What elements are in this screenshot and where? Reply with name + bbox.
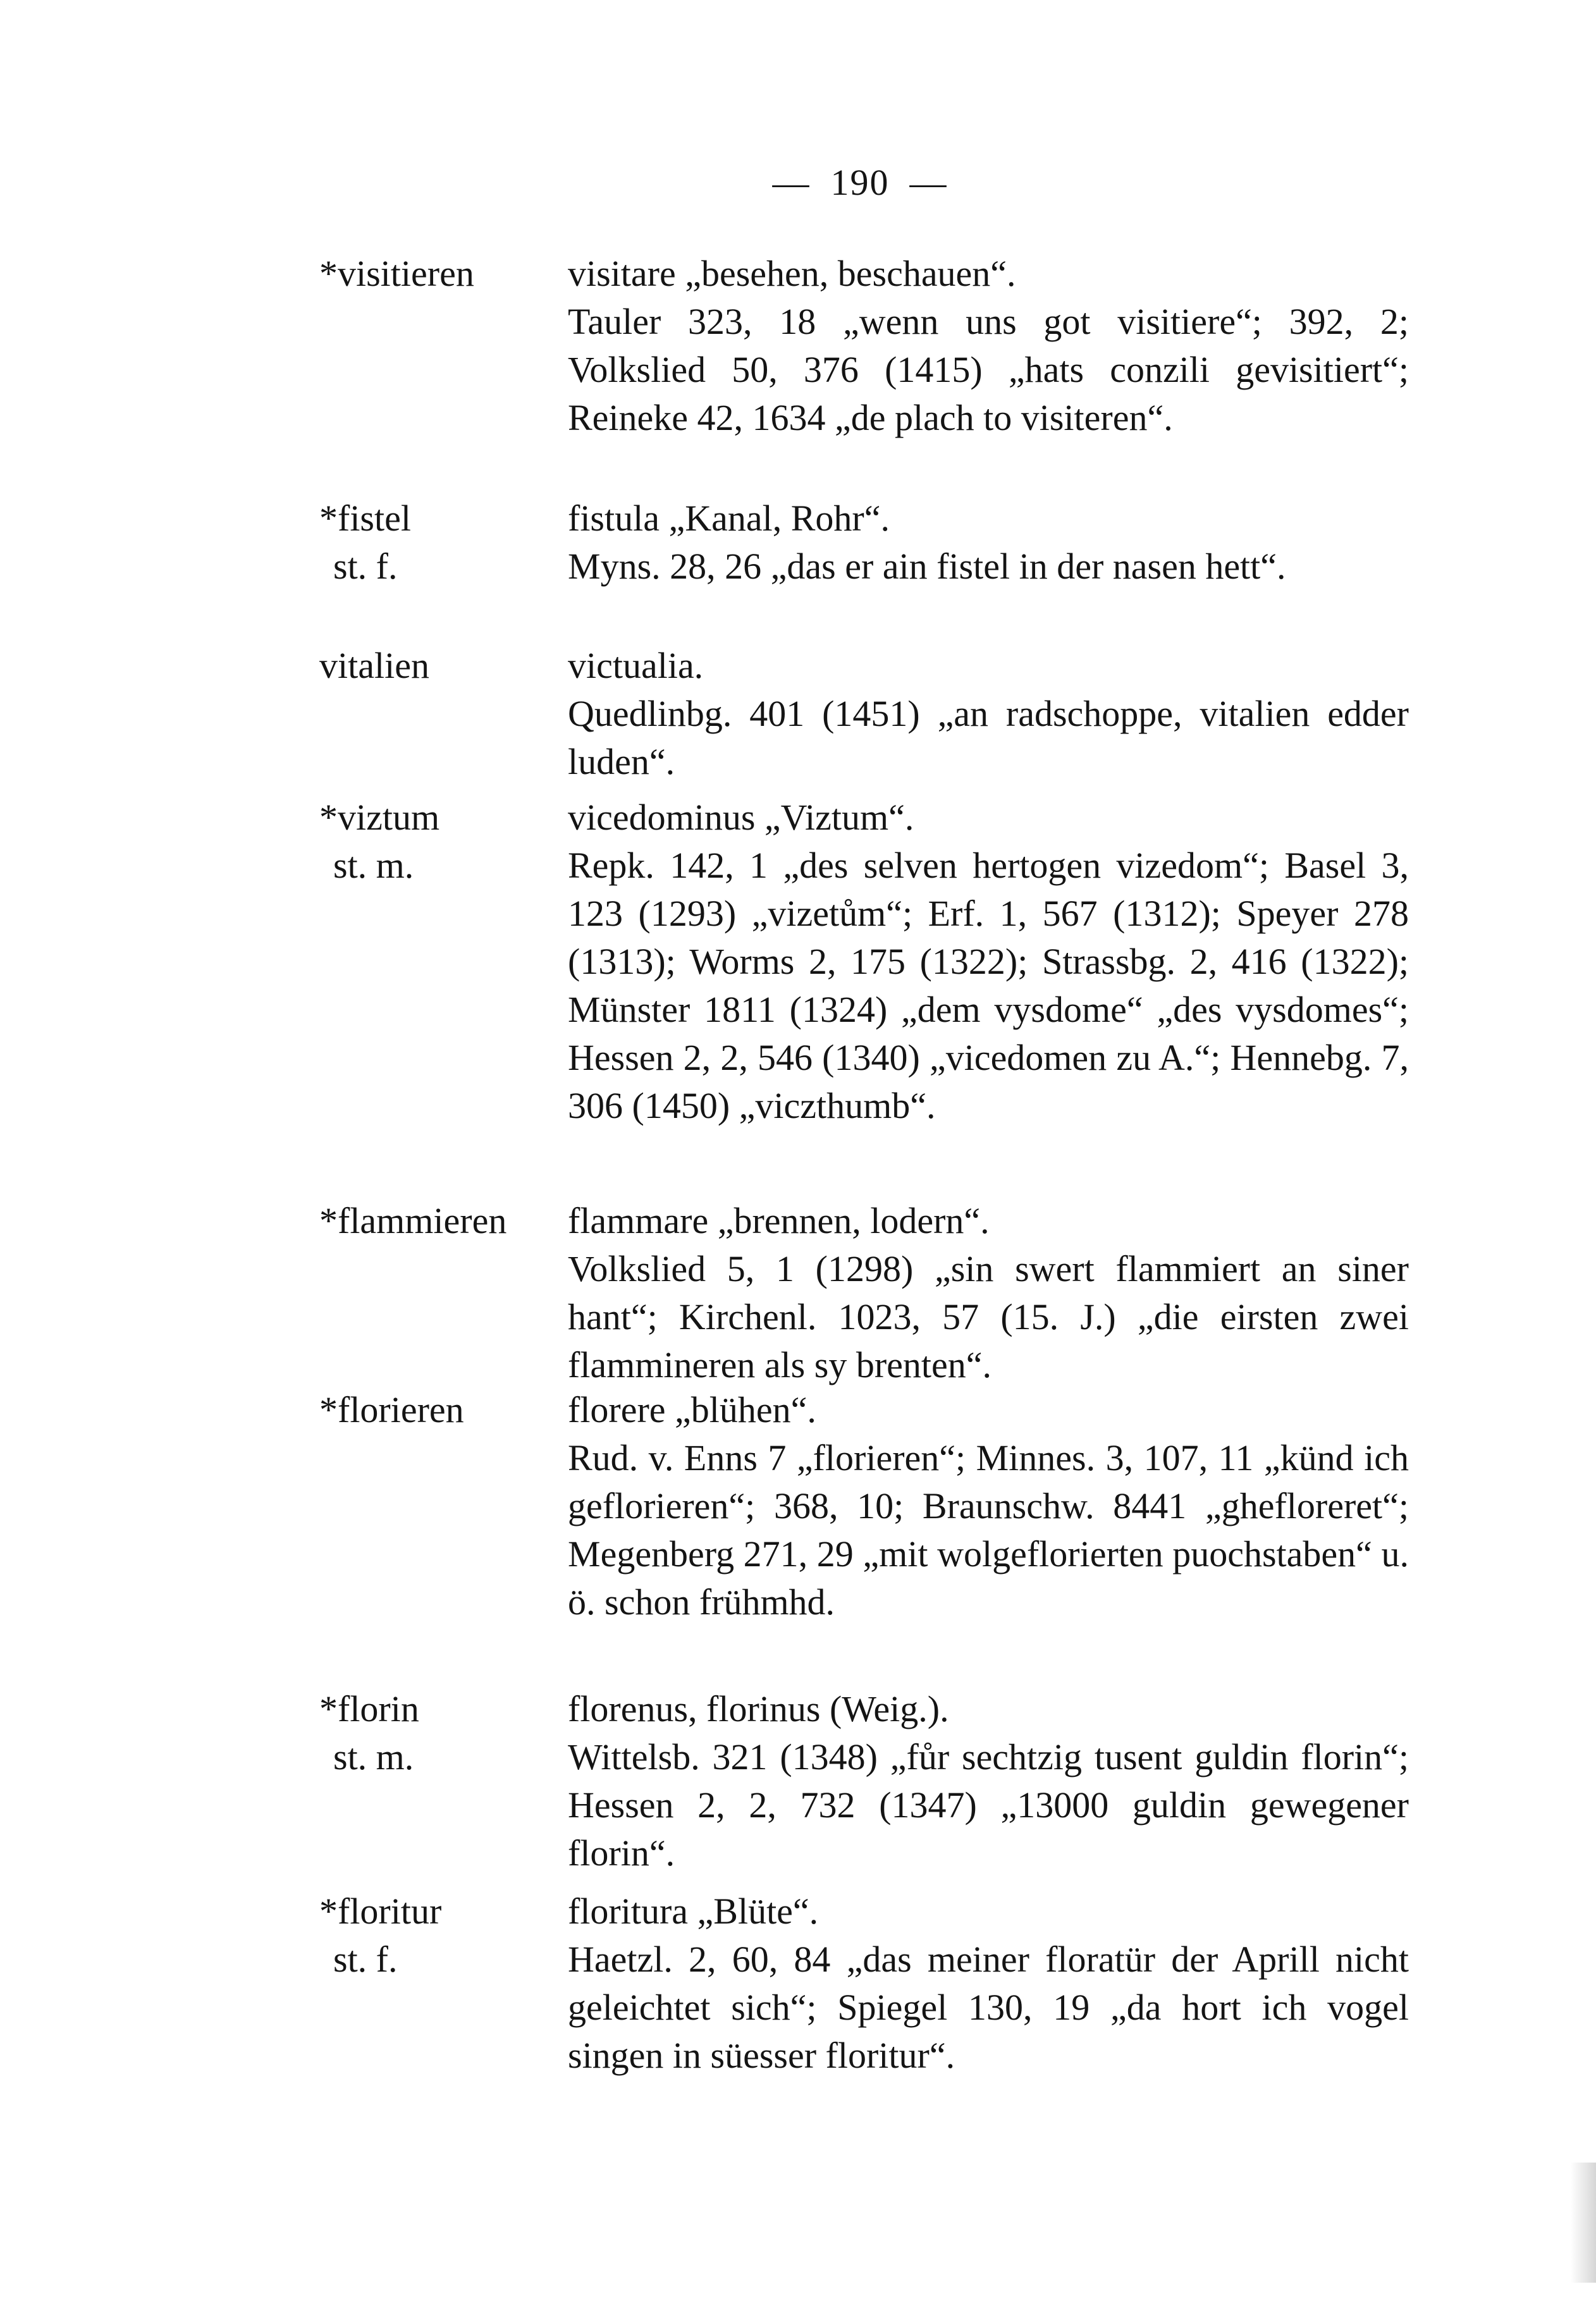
grammatical-info: st. f. (333, 546, 398, 587)
definition-column (568, 250, 1409, 442)
grammatical-info: st. m. (333, 845, 414, 886)
etymology: flammare „brennen, lodern“. (568, 1200, 990, 1241)
lemma: *floritur (319, 1891, 442, 1932)
definition-column (568, 642, 1409, 786)
etymology: florere „blühen“. (568, 1389, 816, 1430)
definition-column (568, 1197, 1409, 1389)
lemma-column (319, 1685, 547, 1781)
definition-column (568, 1386, 1409, 1626)
grammatical-info: st. f. (333, 1939, 398, 1980)
definition-column (568, 1887, 1409, 2080)
lemma-column (319, 1887, 547, 1984)
citations: Wittelsb. 321 (1348) „fůr sechtzig tusent guldin florin“; Hessen 2, 2, 732 (1347) „13000 guldin gewegener florin“. (568, 1736, 1409, 1874)
citations: Tauler 323, 18 „wenn uns got visitiere“; 392, 2; Volkslied 50, 376 (1415) „hats conzili gevisitiert“; Reineke 42, 1634 „de plach to visiteren“. (568, 301, 1409, 438)
page-number-value: 190 (830, 162, 890, 203)
etymology: victualia. (568, 645, 704, 686)
definition-column (568, 794, 1409, 1130)
lemma-column (319, 642, 547, 690)
etymology: florenus, florinus (Weig.). (568, 1688, 949, 1729)
lemma-column (319, 1386, 547, 1434)
lemma: vitalien (319, 645, 429, 686)
citations: Quedlinbg. 401 (1451) „an radschoppe, vitalien edder luden“. (568, 693, 1409, 782)
lemma-column (319, 250, 547, 298)
lemma: *florin (319, 1688, 419, 1729)
header-dash-left: — (772, 162, 811, 203)
etymology: visitare „besehen, beschauen“. (568, 253, 1016, 294)
definition-column (568, 1685, 1409, 1877)
etymology: fistula „Kanal, Rohr“. (568, 498, 890, 539)
lemma-column (319, 794, 547, 890)
citations: Rud. v. Enns 7 „florieren“; Minnes. 3, 107, 11 „künd ich geflorieren“; 368, 10; Braunschw. 8441 „ghefloreret“; Megenberg 271, 29 „mit wolgeflorierten puochstaben“ u. ö. schon frühmhd. (568, 1437, 1409, 1623)
lemma-column (319, 1197, 547, 1245)
citations: Haetzl. 2, 60, 84 „das meiner floratür der Aprill nicht geleichtet sich“; Spiegel 130, 19 „da hort ich vogel singen in süesser floritur“. (568, 1939, 1409, 2076)
lemma-column (319, 494, 547, 591)
grammatical-info: st. m. (333, 1736, 414, 1777)
header-dash-right: — (909, 162, 948, 203)
lemma: *viztum (319, 797, 440, 838)
etymology: vicedominus „Viztum“. (568, 797, 914, 838)
lemma: *visitieren (319, 253, 474, 294)
lemma: *florieren (319, 1389, 464, 1430)
definition-column (568, 494, 1409, 591)
citations: Volkslied 5, 1 (1298) „sin swert flammiert an siner hant“; Kirchenl. 1023, 57 (15. J.) „die eirsten zwei flammineren als sy brenten“. (568, 1248, 1409, 1385)
lemma: *fistel (319, 498, 411, 539)
page-number (734, 161, 986, 204)
page-edge-shadow (1571, 2163, 1596, 2283)
citations: Repk. 142, 1 „des selven hertogen vizedom“; Basel 3, 123 (1293) „vizetům“; Erf. 1, 567 (1312); Speyer 278 (1313); Worms 2, 175 (1322); Strassbg. 2, 416 (1322); Münster 1811 (1324) „dem vysdome“ „des vysdomes“; Hessen 2, 2, 546 (1340) „vicedomen zu A.“; Hennebg. 7, 306 (1450) „viczthumb“. (568, 845, 1409, 1126)
etymology: floritura „Blüte“. (568, 1891, 819, 1932)
lemma: *flammieren (319, 1200, 507, 1241)
citations: Myns. 28, 26 „das er ain fistel in der nasen hett“. (568, 546, 1286, 587)
